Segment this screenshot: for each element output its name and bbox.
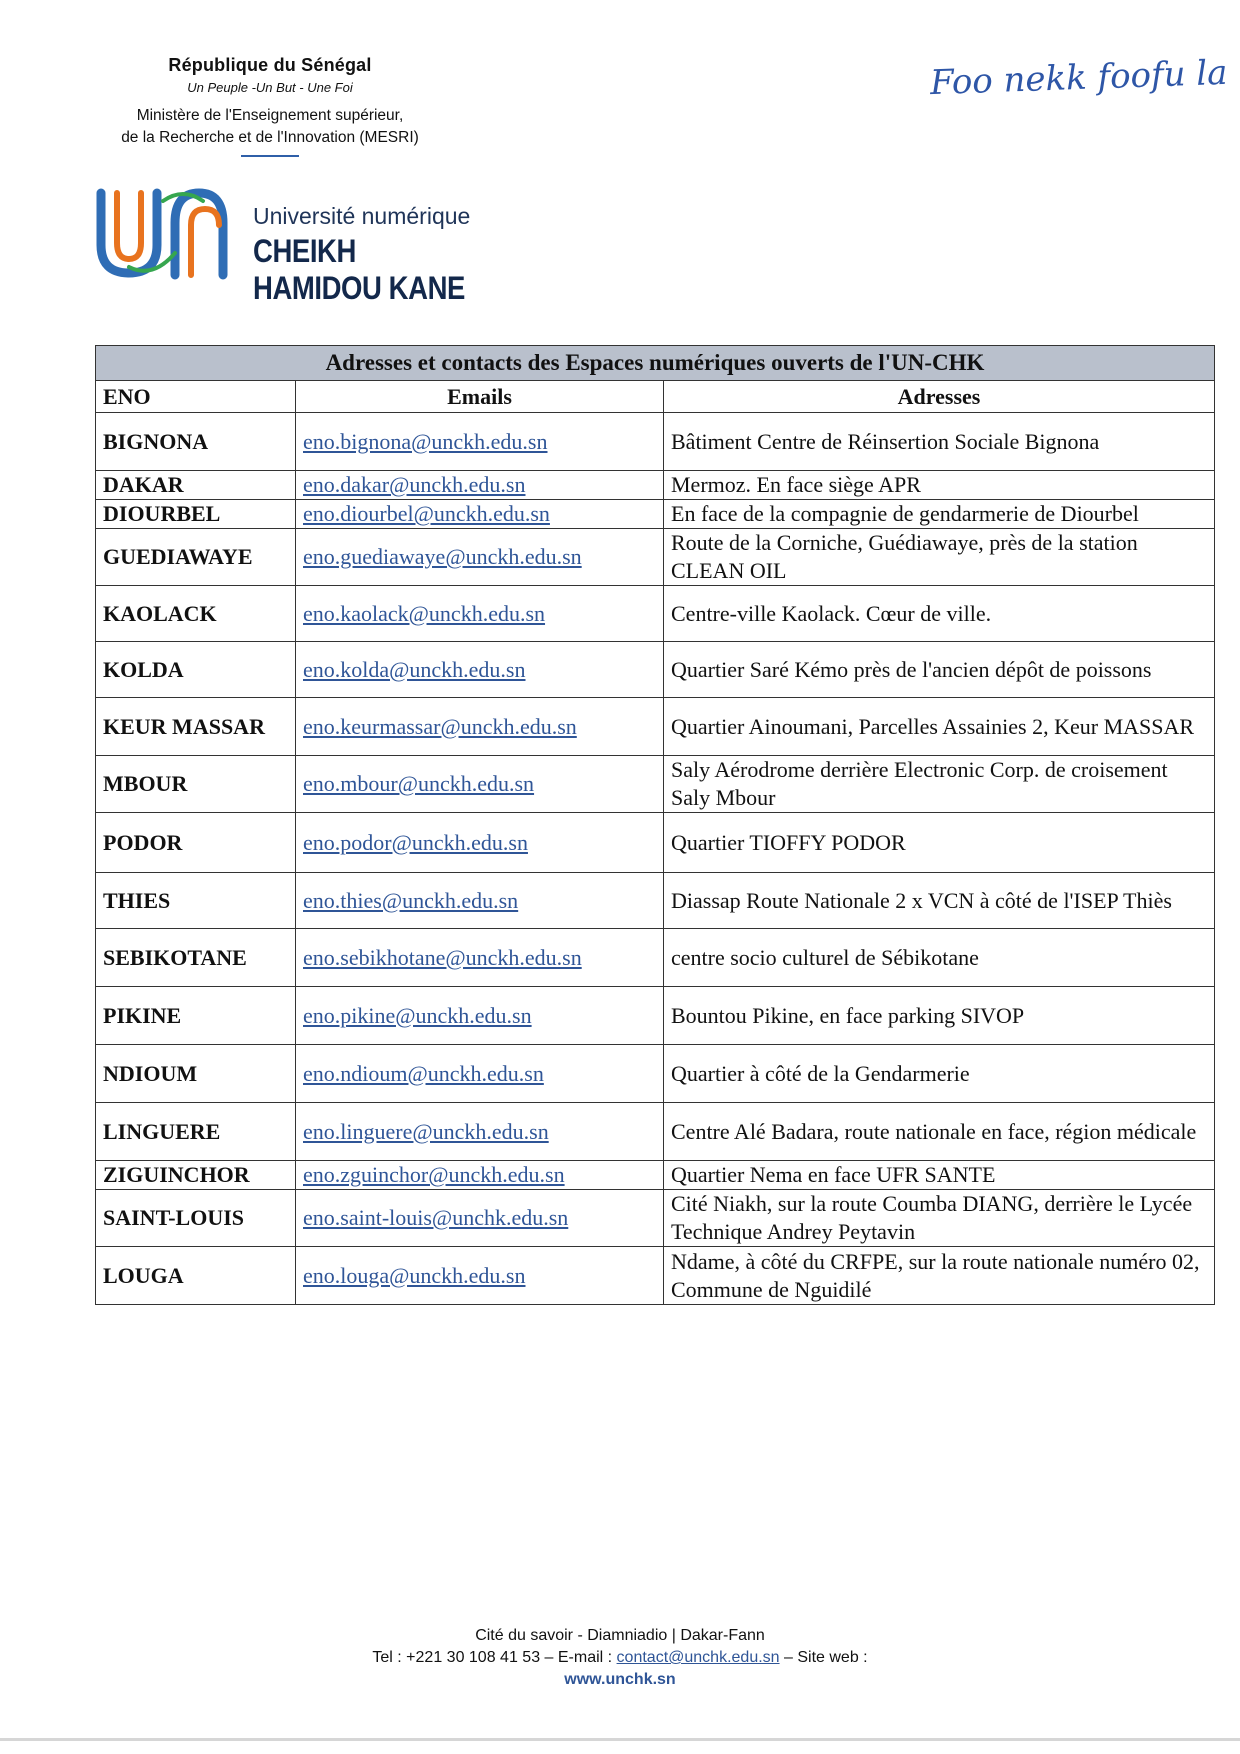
eno-address-cell: Route de la Corniche, Guédiawaye, près de la station CLEAN OIL (664, 529, 1215, 586)
table-row (96, 500, 1215, 529)
eno-name-cell: KAOLACK (96, 586, 296, 642)
eno-address-cell: centre socio culturel de Sébikotane (664, 929, 1215, 987)
footer-address: Cité du savoir - Diamniadio | Dakar-Fann (475, 1627, 765, 1644)
ministry-name (100, 105, 440, 149)
eno-email-link[interactable]: eno.thies@unckh.edu.sn (303, 887, 519, 913)
eno-name-cell: ZIGUINCHOR (96, 1161, 296, 1190)
eno-email-cell (296, 756, 664, 813)
eno-name-cell: THIES (96, 873, 296, 929)
eno-address-cell: Quartier Nema en face UFR SANTE (664, 1161, 1215, 1190)
eno-name-cell: PODOR (96, 813, 296, 873)
university-name-line-1: Université numérique (253, 203, 471, 229)
eno-email-cell (296, 1190, 664, 1247)
eno-address-cell: Quartier TIOFFY PODOR (664, 813, 1215, 873)
eno-address-cell: Saly Aérodrome derrière Electronic Corp. de croisement Saly Mbour (664, 756, 1215, 813)
table-row (96, 1161, 1215, 1190)
eno-email-link[interactable]: eno.zguinchor@unckh.edu.sn (303, 1162, 565, 1187)
eno-address-cell: Bountou Pikine, en face parking SIVOP (664, 987, 1215, 1045)
eno-email-cell (296, 929, 664, 987)
eno-contacts-table (95, 345, 1215, 1305)
eno-address-cell: Ndame, à côté du CRFPE, sur la route nationale numéro 02, Commune de Nguidilé (664, 1247, 1215, 1305)
eno-email-link[interactable]: eno.diourbel@unckh.edu.sn (303, 501, 550, 526)
eno-email-cell (296, 1103, 664, 1161)
eno-email-cell (296, 1247, 664, 1305)
eno-email-cell (296, 873, 664, 929)
unchk-logo-icon (93, 183, 243, 283)
eno-address-cell: Centre Alé Badara, route nationale en face, région médicale (664, 1103, 1215, 1161)
eno-email-link[interactable]: eno.saint-louis@unchk.edu.sn (303, 1205, 569, 1230)
national-motto: Un Peuple -Un But - Une Foi (187, 80, 353, 95)
table-caption-row (96, 346, 1215, 381)
header-divider (241, 155, 299, 157)
eno-email-link[interactable]: eno.louga@unckh.edu.sn (303, 1262, 526, 1288)
footer-contact-line (0, 1647, 1240, 1669)
table-row (96, 642, 1215, 698)
table-caption: Adresses et contacts des Espaces numériques ouverts de l'UN-CHK (96, 346, 1215, 381)
eno-address-cell: Mermoz. En face siège APR (664, 471, 1215, 500)
eno-email-cell (296, 642, 664, 698)
eno-address-cell: Quartier Saré Kémo près de l'ancien dépôt de poissons (664, 642, 1215, 698)
eno-name-cell: DAKAR (96, 471, 296, 500)
eno-address-cell: Centre-ville Kaolack. Cœur de ville. (664, 586, 1215, 642)
eno-email-cell (296, 471, 664, 500)
eno-address-cell: Bâtiment Centre de Réinsertion Sociale Bignona (664, 413, 1215, 471)
eno-address-cell: Quartier à côté de la Gendarmerie (664, 1045, 1215, 1103)
eno-name-cell: NDIOUM (96, 1045, 296, 1103)
footer-tel: Tel : +221 30 108 41 53 – E-mail : (372, 1649, 617, 1666)
handwritten-slogan: Foo nekk foofu la (929, 52, 1229, 104)
eno-email-cell (296, 413, 664, 471)
footer-email-link[interactable]: contact@unchk.edu.sn (616, 1649, 780, 1666)
eno-email-link[interactable]: eno.dakar@unckh.edu.sn (303, 472, 526, 497)
eno-name-cell: SAINT-LOUIS (96, 1190, 296, 1247)
table-row (96, 1103, 1215, 1161)
eno-email-link[interactable]: eno.bignona@unckh.edu.sn (303, 428, 548, 454)
eno-address-cell: Cité Niakh, sur la route Coumba DIANG, derrière le Lycée Technique Andrey Peytavin (664, 1190, 1215, 1247)
table-header-row (96, 381, 1215, 413)
eno-email-link[interactable]: eno.mbour@unckh.edu.sn (303, 771, 535, 796)
eno-email-cell (296, 586, 664, 642)
table-row (96, 1045, 1215, 1103)
table-row (96, 471, 1215, 500)
eno-name-cell: BIGNONA (96, 413, 296, 471)
column-header-addresses: Adresses (664, 381, 1215, 413)
ministry-line-1: Ministère de l'Enseignement supérieur, (136, 107, 404, 124)
eno-email-link[interactable]: eno.kaolack@unckh.edu.sn (303, 600, 546, 626)
table-row (96, 756, 1215, 813)
university-name-line-2: CHEIKH HAMIDOU KANE (253, 233, 465, 306)
eno-email-cell (296, 500, 664, 529)
eno-email-cell (296, 698, 664, 756)
eno-email-cell (296, 529, 664, 586)
table-row (96, 929, 1215, 987)
eno-email-cell (296, 987, 664, 1045)
eno-email-link[interactable]: eno.ndioum@unckh.edu.sn (303, 1060, 544, 1086)
eno-email-link[interactable]: eno.linguere@unckh.edu.sn (303, 1118, 549, 1144)
eno-name-cell: SEBIKOTANE (96, 929, 296, 987)
eno-name-cell: LOUGA (96, 1247, 296, 1305)
footer-site-label: – Site web : (779, 1649, 868, 1666)
eno-name-cell: DIOURBEL (96, 500, 296, 529)
page-footer (0, 1625, 1240, 1691)
country-title: République du Sénégal (168, 55, 372, 75)
table-row (96, 413, 1215, 471)
eno-name-cell: LINGUERE (96, 1103, 296, 1161)
eno-email-cell (296, 1045, 664, 1103)
eno-name-cell: PIKINE (96, 987, 296, 1045)
table-row (96, 813, 1215, 873)
eno-email-link[interactable]: eno.kolda@unckh.edu.sn (303, 656, 526, 682)
table-row (96, 987, 1215, 1045)
table-row (96, 873, 1215, 929)
eno-address-cell: Diassap Route Nationale 2 x VCN à côté de l'ISEP Thiès (664, 873, 1215, 929)
eno-name-cell: KOLDA (96, 642, 296, 698)
eno-email-link[interactable]: eno.guediawaye@unckh.edu.sn (303, 544, 582, 569)
government-header (100, 55, 440, 157)
ministry-line-2: de la Recherche et de l'Innovation (MESRI) (121, 129, 419, 146)
table-row (96, 586, 1215, 642)
table-row (96, 1190, 1215, 1247)
eno-name-cell: GUEDIAWAYE (96, 529, 296, 586)
eno-email-link[interactable]: eno.pikine@unckh.edu.sn (303, 1002, 532, 1028)
table-row (96, 529, 1215, 586)
column-header-eno: ENO (96, 381, 296, 413)
table-row (96, 1247, 1215, 1305)
eno-email-link[interactable]: eno.sebikhotane@unckh.edu.sn (303, 944, 582, 970)
eno-email-link[interactable]: eno.keurmassar@unckh.edu.sn (303, 713, 577, 739)
eno-email-link[interactable]: eno.podor@unckh.edu.sn (303, 829, 528, 855)
column-header-emails: Emails (296, 381, 664, 413)
eno-name-cell: KEUR MASSAR (96, 698, 296, 756)
bottom-scan-edge (0, 1738, 1240, 1741)
eno-email-cell (296, 813, 664, 873)
eno-address-cell: En face de la compagnie de gendarmerie de Diourbel (664, 500, 1215, 529)
eno-email-cell (296, 1161, 664, 1190)
eno-address-cell: Quartier Ainoumani, Parcelles Assainies 2, Keur MASSAR (664, 698, 1215, 756)
table-row (96, 698, 1215, 756)
footer-website[interactable]: www.unchk.sn (564, 1671, 676, 1688)
university-logo (93, 183, 513, 306)
eno-name-cell: MBOUR (96, 756, 296, 813)
